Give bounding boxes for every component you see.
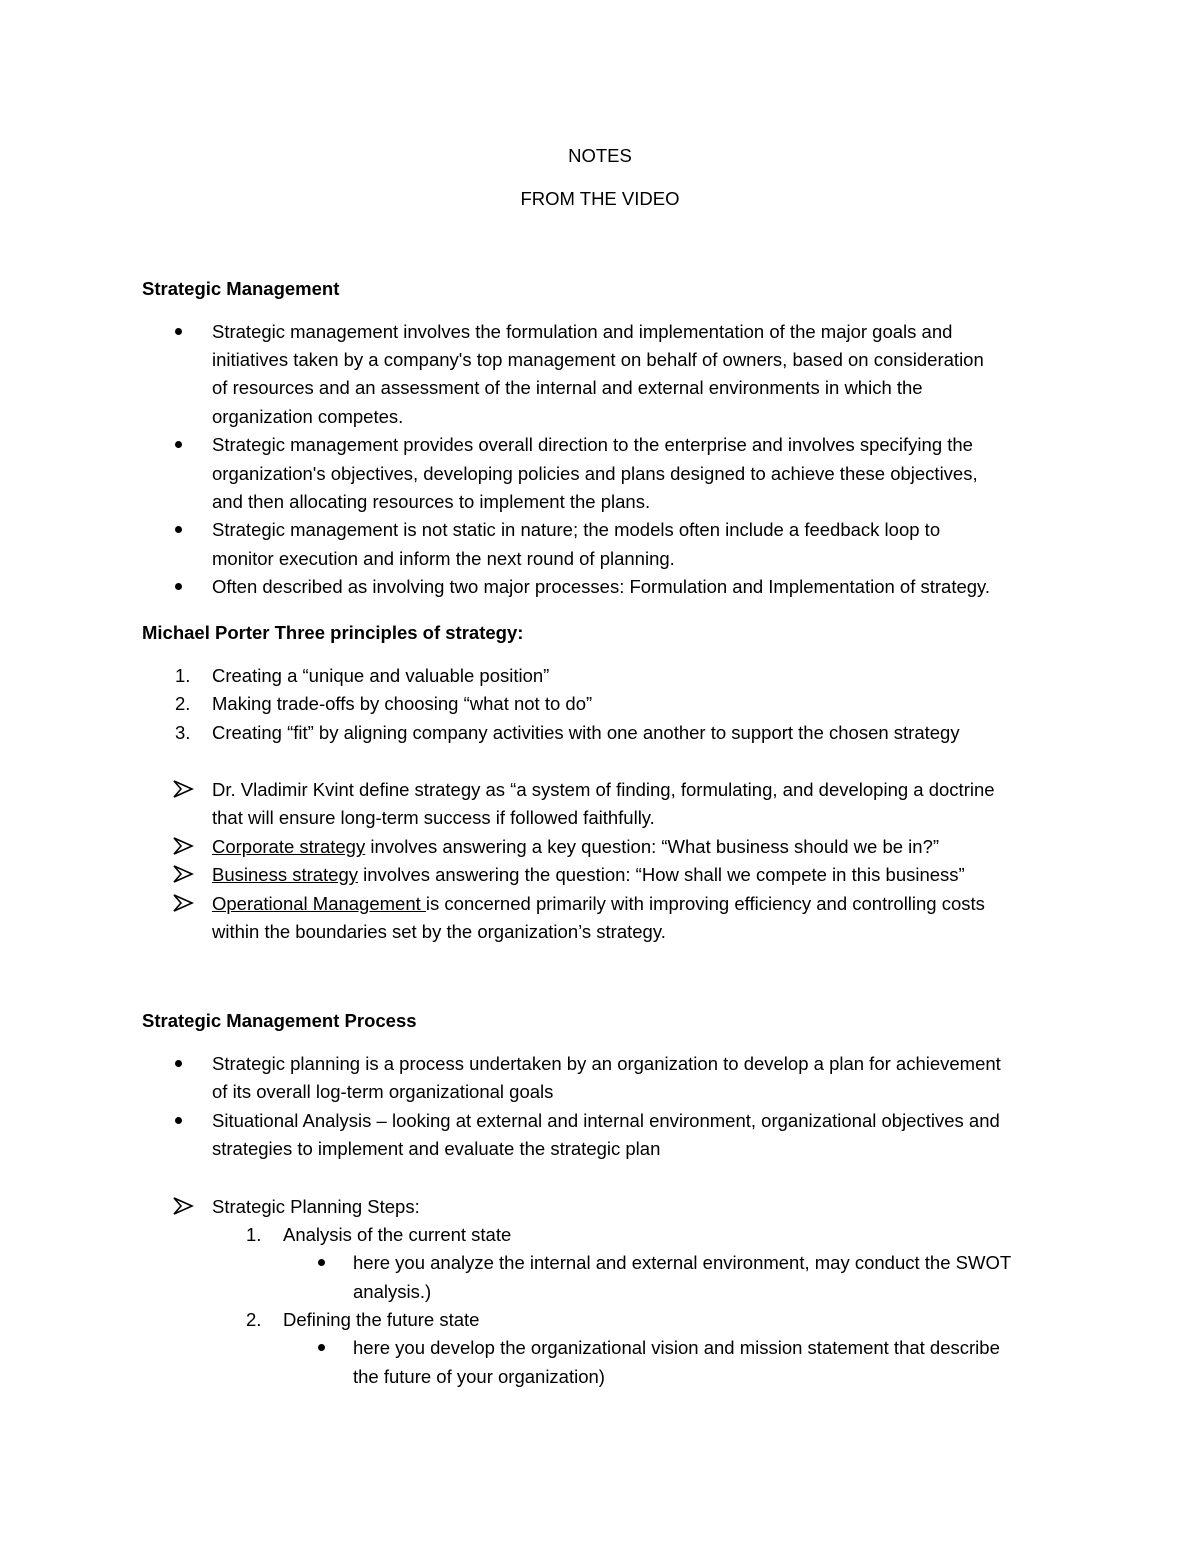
list-item-text: here you analyze the internal and external environment, may conduct the SWOT <box>353 1252 1012 1273</box>
list-number: 1. <box>246 1224 262 1245</box>
list-item-text: Defining the future state <box>283 1309 480 1330</box>
arrow-bullet-icon <box>172 836 194 856</box>
bullet-icon <box>175 441 182 448</box>
list-number: 2. <box>246 1309 262 1330</box>
list-item-text: Strategic Planning Steps: <box>212 1196 420 1217</box>
term-description: is concerned primarily with improving efficiency and controlling costs <box>425 893 985 914</box>
bullet-icon <box>318 1344 325 1351</box>
bullet-icon <box>318 1259 325 1266</box>
list-item-text: the future of your organization) <box>353 1366 605 1387</box>
section-heading-process: Strategic Management Process <box>142 1010 417 1031</box>
doc-title: NOTES <box>568 145 632 166</box>
list-item-text: initiatives taken by a company's top management on behalf of owners, based on consideration <box>212 349 984 370</box>
list-item-text: Analysis of the current state <box>283 1224 512 1245</box>
arrow-bullet-icon <box>172 1196 194 1216</box>
term-description: involves answering the question: “How shall we compete in this business” <box>358 864 965 885</box>
list-number: 2. <box>175 693 191 714</box>
list-item-text: Creating a “unique and valuable position” <box>212 665 550 686</box>
list-item-text <box>212 833 939 861</box>
list-item-text: Making trade-offs by choosing “what not to do” <box>212 693 593 714</box>
list-item-text: here you develop the organizational vision and mission statement that describe <box>353 1337 1000 1358</box>
list-item-text: Strategic management provides overall direction to the enterprise and involves specifying the <box>212 434 973 455</box>
list-item-text: and then allocating resources to implement the plans. <box>212 491 651 512</box>
list-item-text: that will ensure long-term success if followed faithfully. <box>212 807 655 828</box>
arrow-bullet-icon <box>172 864 194 884</box>
bullet-icon <box>175 1060 182 1067</box>
list-item-text: strategies to implement and evaluate the strategic plan <box>212 1138 661 1159</box>
bullet-icon <box>175 328 182 335</box>
bullet-icon <box>175 583 182 590</box>
list-item-text: monitor execution and inform the next round of planning. <box>212 548 675 569</box>
list-item-text: within the boundaries set by the organization’s strategy. <box>212 921 666 942</box>
arrow-bullet-icon <box>172 779 194 799</box>
list-item-text: of its overall log-term organizational goals <box>212 1081 554 1102</box>
list-item-text: Often described as involving two major processes: Formulation and Implementation of strategy. <box>212 576 991 597</box>
list-item-text: Strategic management involves the formulation and implementation of the major goals and <box>212 321 953 342</box>
list-item-text <box>212 861 965 889</box>
term-business-strategy: Business strategy <box>212 864 359 885</box>
list-item-text <box>212 890 985 918</box>
term-description: involves answering a key question: “What business should we be in?” <box>365 836 940 857</box>
list-item-text: Dr. Vladimir Kvint define strategy as “a system of finding, formulating, and developing a doctrine <box>212 779 995 800</box>
list-item-text: analysis.) <box>353 1281 432 1302</box>
list-item-text: organization competes. <box>212 406 404 427</box>
section-heading-strategic-management: Strategic Management <box>142 278 340 299</box>
list-number: 1. <box>175 665 191 686</box>
term-operational-management: Operational Management <box>212 893 426 914</box>
list-item-text: Situational Analysis – looking at external and internal environment, organizational objectives and <box>212 1110 1000 1131</box>
list-item-text: Creating “fit” by aligning company activities with one another to support the chosen strategy <box>212 722 960 743</box>
term-corporate-strategy: Corporate strategy <box>212 836 366 857</box>
list-number: 3. <box>175 722 191 743</box>
section-heading-porter-principles: Michael Porter Three principles of strategy: <box>142 622 524 643</box>
bullet-icon <box>175 526 182 533</box>
list-item-text: Strategic management is not static in nature; the models often include a feedback loop to <box>212 519 941 540</box>
list-item-text: of resources and an assessment of the internal and external environments in which the <box>212 377 923 398</box>
arrow-bullet-icon <box>172 893 194 913</box>
bullet-icon <box>175 1117 182 1124</box>
list-item-text: Strategic planning is a process undertaken by an organization to develop a plan for achievement <box>212 1053 1001 1074</box>
list-item-text: organization's objectives, developing policies and plans designed to achieve these objectives, <box>212 463 978 484</box>
doc-subtitle: FROM THE VIDEO <box>520 188 680 209</box>
